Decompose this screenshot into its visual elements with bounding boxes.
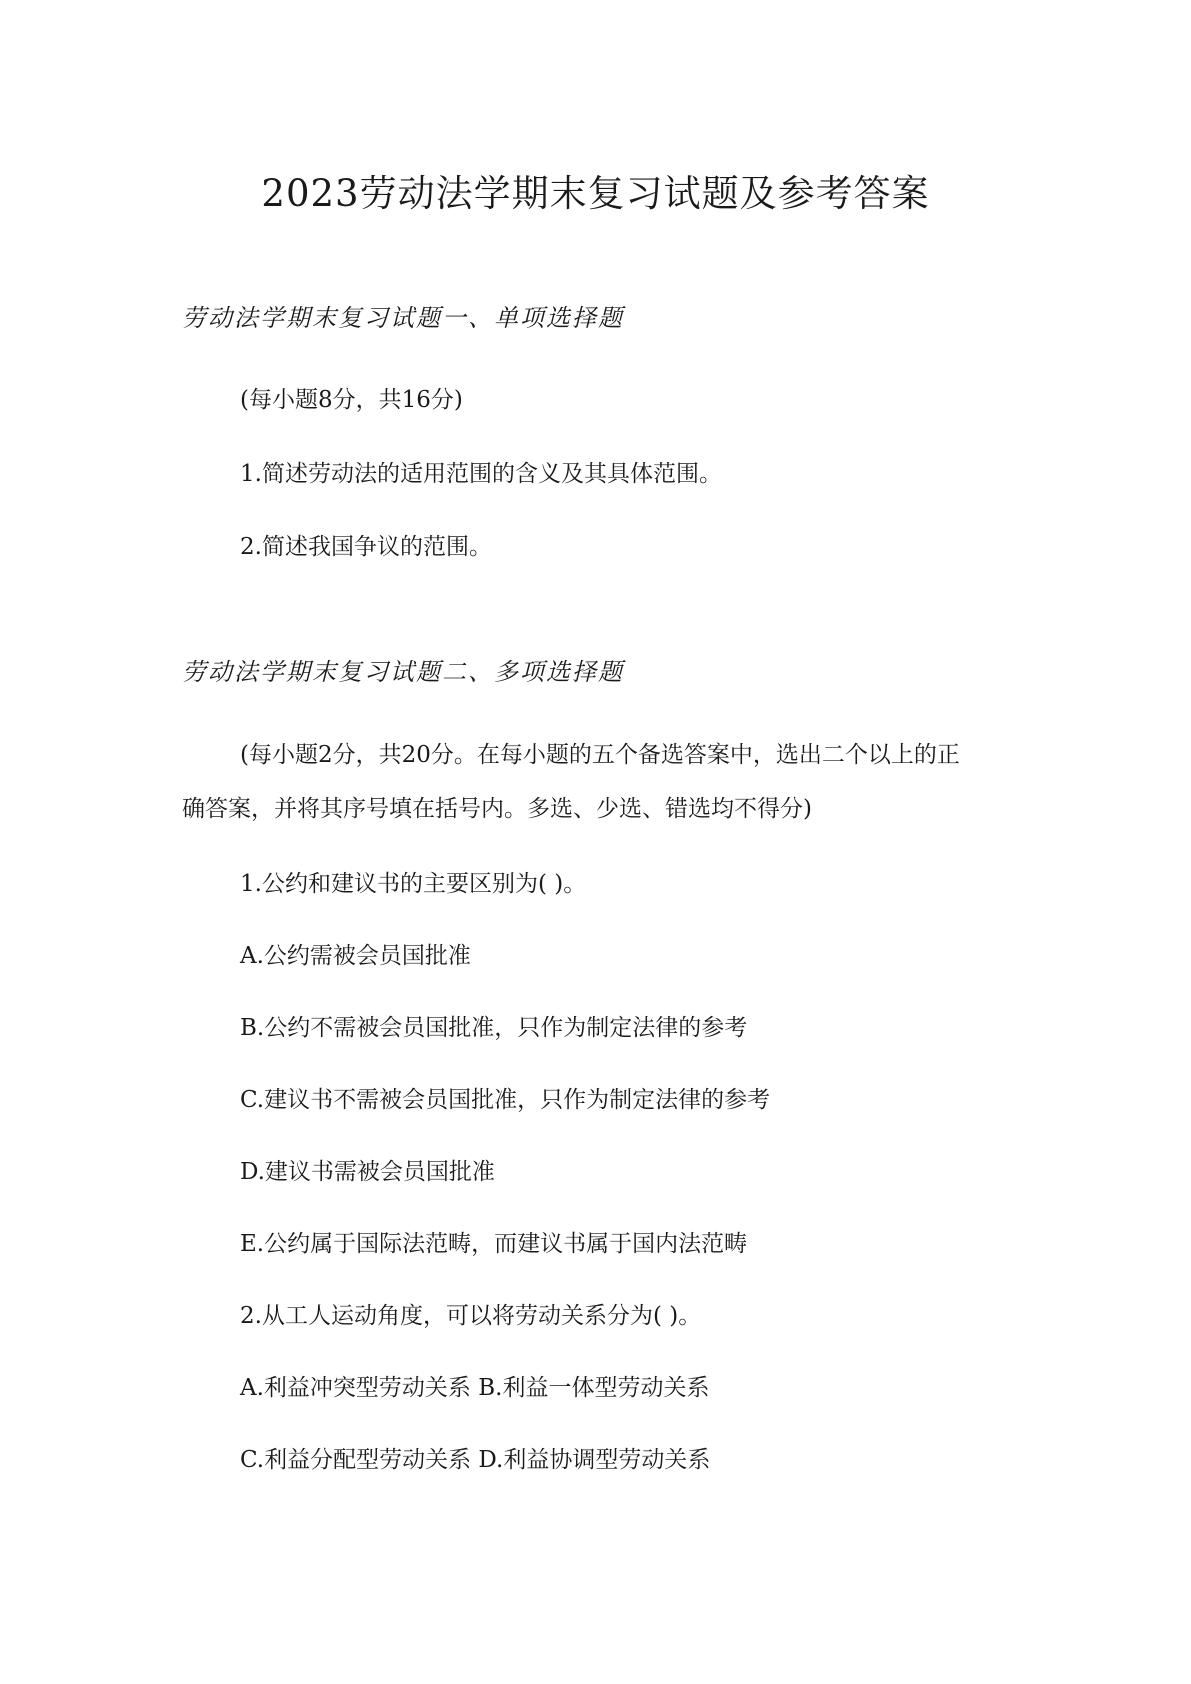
section-1-note: (每小题8分，共16分) [240, 387, 463, 413]
section-1-question-1: 1.简述劳动法的适用范围的含义及其具体范围。 [240, 461, 722, 487]
question-1-option-d: D.建议书需被会员国批准 [240, 1159, 495, 1185]
question-1-option-a: A.公约需被会员国批准 [240, 943, 471, 969]
question-2-options-ab: A.利益冲突型劳动关系 B.利益一体型劳动关系 [240, 1375, 710, 1401]
document-title: 2023劳动法学期末复习试题及参考答案 [261, 172, 930, 215]
section-1-heading: 劳动法学期末复习试题一、单项选择题 [182, 304, 624, 332]
section-2-note-line-2: 确答案，并将其序号填在括号内。多选、少选、错选均不得分) [182, 796, 812, 822]
question-2-stem: 2.从工人运动角度，可以将劳动关系分为( )。 [240, 1303, 702, 1329]
section-2-heading: 劳动法学期末复习试题二、多项选择题 [182, 658, 624, 686]
section-2-note-line-1: (每小题2分，共20分。在每小题的五个备选答案中，选出二个以上的正 [240, 742, 960, 768]
question-1-option-c: C.建议书不需被会员国批准，只作为制定法律的参考 [240, 1087, 771, 1113]
question-1-option-b: B.公约不需被会员国批准，只作为制定法律的参考 [240, 1015, 748, 1041]
question-2-options-cd: C.利益分配型劳动关系 D.利益协调型劳动关系 [240, 1447, 711, 1473]
question-1-stem: 1.公约和建议书的主要区别为( )。 [240, 871, 587, 897]
section-1-question-2: 2.简述我国争议的范围。 [240, 534, 492, 560]
question-1-option-e: E.公约属于国际法范畴，而建议书属于国内法范畴 [240, 1231, 748, 1257]
